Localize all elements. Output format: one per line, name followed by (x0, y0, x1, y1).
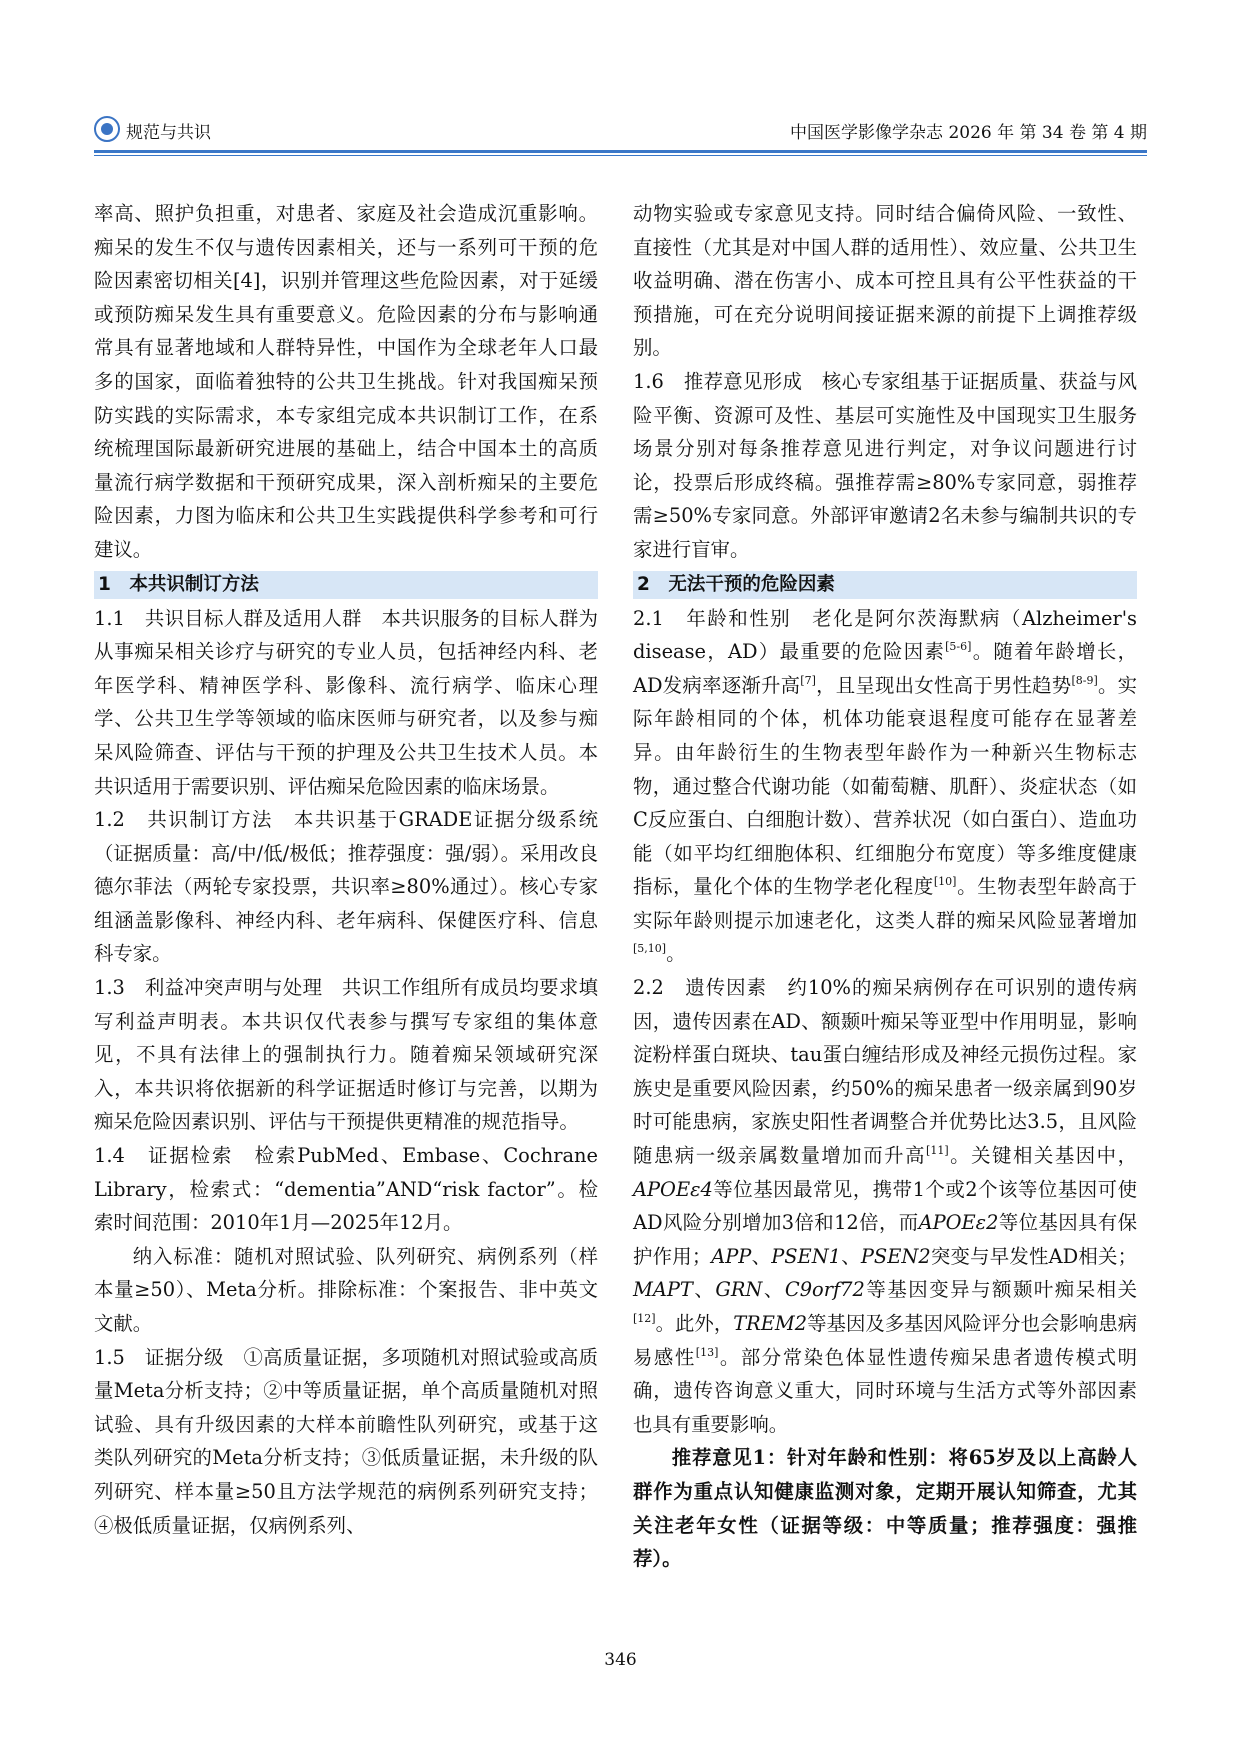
gene-name: TREM2 (733, 1312, 808, 1335)
text: 老化是阿尔茨海默病（Alzheimer's disease，AD）最重要的危险因素 (633, 606, 1137, 664)
text: 约10%的痴呆病例存在可识别的遗传病因，遗传因素在AD、额颞叶痴呆等亚型中作用明显，影响淀粉样蛋白斑块、tau蛋白缠结形成及神经元损伤过程。家族史是重要风险因素，约50%的痴呆患者一级亲属到90岁时可能患病，家族史阳性者调整合并优势比达3.5，且风险随患病一级亲属数量增加而升高 (633, 976, 1137, 1168)
left-column (94, 197, 598, 1542)
body-1-5: ①高质量证据，多项随机对照试验或高质量Meta分析支持；②中等质量证据，单个高质量随机对照试验、具有升级因素的大样本前瞻性队列研究，或基于这类队列研究的Meta分析支持；③低质量证据，未升级的队列研究、样本量≥50且方法学规范的病例系列研究支持；④极低质量证据，仅病例系列、 (94, 1345, 598, 1537)
subheading-1-2: 1.2 共识制订方法 (94, 808, 294, 832)
journal-citation: 中国医学影像学杂志 2026 年 第 34 卷 第 4 期 (790, 123, 1147, 143)
gene-name: PSEN1 (771, 1244, 842, 1268)
citation: [5-6] (945, 640, 972, 654)
citation: [13] (695, 1345, 719, 1359)
section-1-heading: 1 本共识制订方法 (94, 571, 598, 599)
header-rule (94, 150, 1147, 153)
right-column (633, 197, 1137, 1576)
text: 、 (751, 1244, 772, 1268)
para-1-2 (94, 803, 598, 971)
gene-name: PSEN2 (860, 1244, 931, 1268)
gene-name: APOEε2 (918, 1211, 999, 1235)
subheading-2-1: 2.1 年龄和性别 (633, 606, 813, 630)
text: 。此外， (655, 1312, 734, 1335)
para-1-3 (94, 971, 598, 1139)
para-2-1 (633, 602, 1137, 972)
recommendation-1: 推荐意见1：针对年龄和性别：将65岁及以上高龄人群作为重点认知健康监测对象，定期开展认知筛查，尤其关注老年女性（证据等级：中等质量；推荐强度：强推荐）。 (633, 1446, 1137, 1571)
text: 、 (841, 1244, 861, 1268)
citation: [12] (633, 1312, 656, 1325)
text: 、 (762, 1278, 785, 1302)
gene-name: C9orf72 (784, 1278, 865, 1302)
para-inclusion-criteria: 纳入标准：随机对照试验、队列研究、病例系列（样本量≥50）、Meta分析。排除标准：个案报告、非中英文文献。 (94, 1244, 598, 1335)
body-1-3: 共识工作组所有成员均要求填写利益声明表。本共识仅代表参与撰写专家组的集体意见，不具有法律上的强制执行力。随着痴呆领域研究深入，本共识将依据新的科学证据适时修订与完善，以期为痴呆危险因素识别、评估与干预提供更精准的规范指导。 (94, 976, 598, 1134)
para-1-4 (94, 1139, 598, 1240)
running-header (94, 116, 1147, 150)
citation: [7] (800, 673, 816, 687)
citation: [11] (926, 1144, 949, 1158)
text: 等位基因最常见，携带1个或2个该等位基因可使AD风险分别增加3倍和12倍，而 (633, 1177, 1137, 1235)
citation: [10] (933, 875, 957, 889)
para-2-2 (633, 971, 1137, 1441)
text: 等基因变异与额颞叶痴呆相关 (864, 1278, 1138, 1302)
text: 、 (692, 1278, 716, 1302)
gene-name: APOEε4 (633, 1177, 713, 1201)
intro-paragraph: 率高、照护负担重，对患者、家庭及社会造成沉重影响。痴呆的发生不仅与遗传因素相关，还与一系列可干预的危险因素密切相关[4]，识别并管理这些危险因素，对于延缓或预防痴呆发生具有重要意义。危险因素的分布与影响通常具有显著地域和人群特异性，中国作为全球老年人口最多的国家，面临着独特的公共卫生挑战。针对我国痴呆预防实践的实际需求，本专家组完成本共识制订工作，在系统梳理国际最新研究进展的基础上，结合中国本土的高质量流行病学数据和干预研究成果，深入剖析痴呆的主要危险因素，力图为临床和公共卫生实践提供科学参考和可行建议。 (94, 202, 598, 561)
gene-name: GRN (715, 1278, 763, 1302)
body-1-1: 本共识服务的目标人群为从事痴呆相关诊疗与研究的专业人员，包括神经内科、老年医学科、精神医学科、影像科、流行病学、临床心理学、公共卫生学等领域的临床医师与研究者，以及参与痴呆风险筛查、评估与干预的护理及公共卫生技术人员。本共识适用于需要识别、评估痴呆危险因素的临床场景。 (94, 606, 599, 798)
text: 等基因及多基因风险评分也会影响患病易感性 (633, 1312, 1138, 1369)
para-1-1 (94, 602, 598, 804)
body-1-2: 本共识基于GRADE证据分级系统（证据质量：高/中/低/极低；推荐强度：强/弱）。采用改良德尔菲法（两轮专家投票，共识率≥80%通过）。核心专家组涵盖影像科、神经内科、老年病科、保健医疗科、信息科专家。 (94, 808, 598, 966)
subheading-1-5: 1.5 证据分级 (94, 1345, 244, 1369)
body-1-4: 检索PubMed、Embase、Cochrane Library，检索式：“dementia”AND“risk factor”。检索时间范围：2010年1月—2025年12月。 (94, 1144, 598, 1235)
para-1-5 (94, 1341, 598, 1543)
gene-name: APP (711, 1244, 752, 1268)
text: 。部分常染色体显性遗传痴呆患者遗传模式明确，遗传咨询意义重大，同时环境与生活方式等外部因素也具有重要影响。 (633, 1345, 1138, 1436)
subheading-1-3: 1.3 利益冲突声明与处理 (94, 976, 343, 1000)
section-label: 规范与共识 (126, 123, 211, 143)
subheading-1-4: 1.4 证据检索 (94, 1144, 255, 1168)
text: ，且呈现出女性高于男性趋势 (815, 673, 1072, 697)
header-rule-thin (94, 155, 1147, 156)
page-number: 346 (604, 1650, 637, 1670)
text: 。关键相关基因中， (948, 1144, 1138, 1168)
subheading-1-6: 1.6 推荐意见形成 (633, 369, 822, 393)
citation: [5,10] (633, 942, 667, 956)
text: 。生物表型年龄高于实际年龄则提示加速老化，这类人群的痴呆风险显著增加 (633, 875, 1138, 932)
text: 等位基因具有保护作用； (633, 1211, 1138, 1268)
section-2-heading: 2 无法干预的危险因素 (633, 571, 1137, 599)
text: 。随着年龄增长，AD发病率逐渐升高 (633, 640, 1137, 697)
citation: [8-9] (1071, 673, 1098, 687)
body-1-6: 核心专家组基于证据质量、获益与风险平衡、资源可及性、基层可实施性及中国现实卫生服务场景分别对每条推荐意见进行判定，对争议问题进行讨论，投票后形成终稿。强推荐需≥80%专家同意，弱推荐需≥50%专家同意。外部评审邀请2名未参与编制共识的专家进行盲审。 (633, 369, 1138, 561)
subheading-1-1: 1.1 共识目标人群及适用人群 (94, 606, 382, 630)
gene-name: MAPT (633, 1278, 693, 1302)
text: 。实际年龄相同的个体，机体功能衰退程度可能存在显著差异。由年龄衍生的生物表型年龄作为一种新兴生物标志物，通过整合代谢功能（如葡萄糖、肌酐）、炎症状态（如C反应蛋白、白细胞计数）、营养状况（如白蛋白）、造血功能（如平均红细胞体积、红细胞分布宽度）等多维度健康指标，量化个体的生物学老化程度 (633, 673, 1138, 899)
subheading-2-2: 2.2 遗传因素 (633, 976, 788, 1000)
journal-logo-icon (94, 116, 120, 142)
text: 。 (666, 942, 686, 966)
para-continued: 动物实验或专家意见支持。同时结合偏倚风险、一致性、直接性（尤其是对中国人群的适用性）、效应量、公共卫生收益明确、潜在伤害小、成本可控且具有公平性获益的干预措施，可在充分说明间接证据来源的前提下上调推荐级别。 (633, 202, 1137, 360)
text: 突变与早发性AD相关； (930, 1244, 1138, 1268)
para-1-6 (633, 365, 1137, 567)
